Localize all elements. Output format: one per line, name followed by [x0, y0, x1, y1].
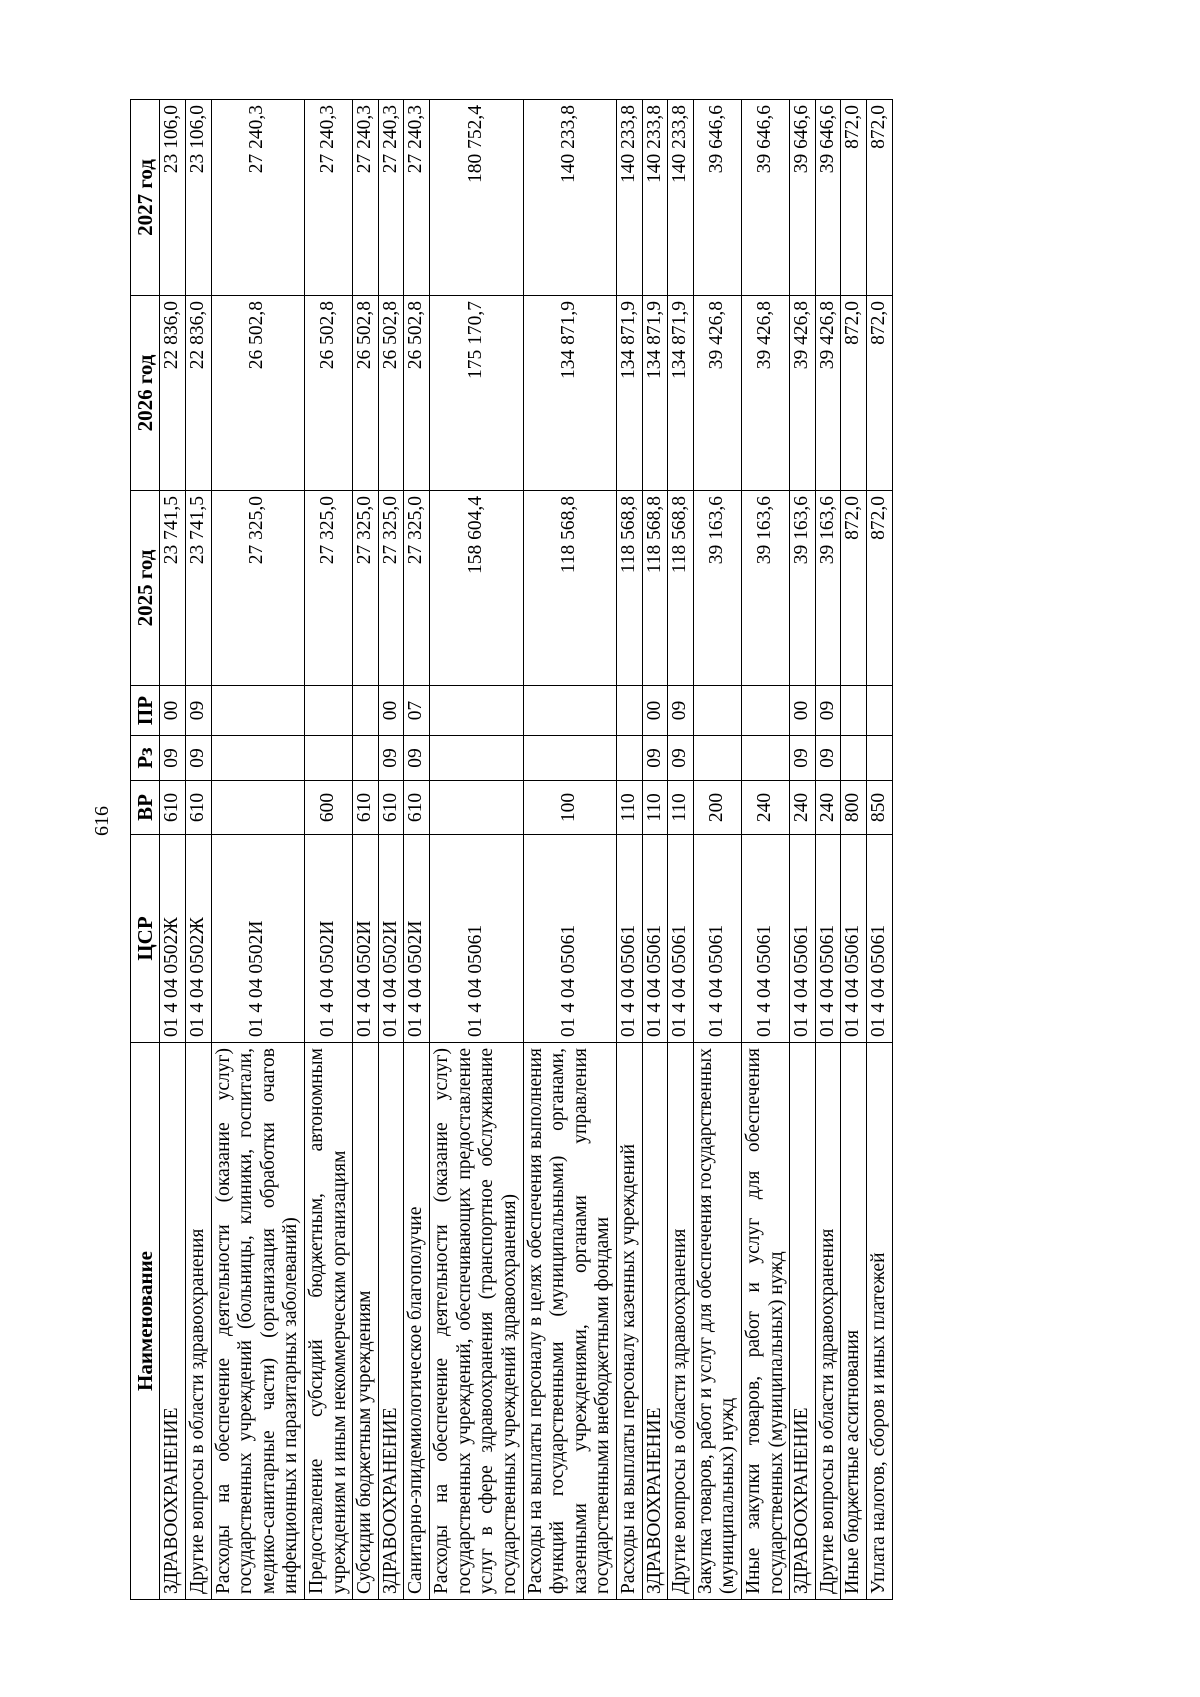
cell-rz: 09: [160, 736, 186, 781]
cell-2025: 23 741,5: [185, 491, 211, 686]
cell-csr: 01 4 04 0502И: [378, 835, 404, 1043]
table-row: [642, 100, 668, 1600]
table-row: [523, 100, 616, 1600]
header-2026: 2026 год: [131, 296, 160, 491]
cell-rz: 09: [815, 736, 841, 781]
cell-name: Уплата налогов, сборов и иных платежей: [867, 1043, 893, 1600]
cell-vr: 110: [668, 781, 694, 835]
cell-2027: 27 240,3: [404, 100, 430, 296]
cell-rz: 09: [790, 736, 816, 781]
cell-vr: [211, 781, 304, 835]
cell-2026: 26 502,8: [404, 296, 430, 491]
cell-vr: 850: [867, 781, 893, 835]
cell-2026: 22 836,0: [160, 296, 186, 491]
cell-vr: 800: [841, 781, 867, 835]
cell-2027: 23 106,0: [185, 100, 211, 296]
cell-2027: 39 646,6: [815, 100, 841, 296]
cell-name: Субсидии бюджетным учреждениям: [353, 1043, 379, 1600]
cell-name: Другие вопросы в области здравоохранения: [815, 1043, 841, 1600]
cell-csr: 01 4 04 0502И: [353, 835, 379, 1043]
cell-csr: 01 4 04 05061: [790, 835, 816, 1043]
cell-pr: 00: [790, 686, 816, 736]
cell-name: ЗДРАВООХРАНЕНИЕ: [160, 1043, 186, 1600]
cell-2026: 26 502,8: [305, 296, 353, 491]
cell-pr: [430, 686, 523, 736]
header-vr: ВР: [131, 781, 160, 835]
table-row: [668, 100, 694, 1600]
cell-vr: 110: [616, 781, 642, 835]
cell-2026: 134 871,9: [668, 296, 694, 491]
cell-2026: 39 426,8: [790, 296, 816, 491]
cell-2025: 118 568,8: [668, 491, 694, 686]
cell-csr: 01 4 04 0502И: [404, 835, 430, 1043]
cell-2025: 27 325,0: [404, 491, 430, 686]
table-row: [305, 100, 353, 1600]
table-row: [160, 100, 186, 1600]
cell-rz: 09: [378, 736, 404, 781]
cell-vr: 610: [185, 781, 211, 835]
budget-table: [130, 99, 893, 1600]
cell-2027: 39 646,6: [790, 100, 816, 296]
cell-2025: 27 325,0: [353, 491, 379, 686]
cell-pr: [305, 686, 353, 736]
cell-pr: 00: [160, 686, 186, 736]
cell-vr: 240: [790, 781, 816, 835]
cell-2026: 175 170,7: [430, 296, 523, 491]
cell-pr: 07: [404, 686, 430, 736]
cell-2027: 39 646,6: [693, 100, 741, 296]
cell-name: Расходы на выплаты персоналу в целях обеспечения выполнения функций государственными (муниципальными) органами, казенными учреждениями, органами управления государственными внебюджетными фондами: [523, 1043, 616, 1600]
cell-2027: 140 233,8: [642, 100, 668, 296]
cell-2025: 39 163,6: [790, 491, 816, 686]
cell-pr: [841, 686, 867, 736]
cell-csr: 01 4 04 05061: [616, 835, 642, 1043]
cell-2026: 39 426,8: [741, 296, 789, 491]
header-2027: 2027 год: [131, 100, 160, 296]
cell-pr: 09: [815, 686, 841, 736]
cell-2026: 39 426,8: [815, 296, 841, 491]
cell-2025: 27 325,0: [211, 491, 304, 686]
cell-2026: 39 426,8: [693, 296, 741, 491]
cell-csr: 01 4 04 05061: [693, 835, 741, 1043]
cell-vr: 200: [693, 781, 741, 835]
cell-name: Расходы на обеспечение деятельности (оказание услуг) государственных учреждений, обеспечивающих предоставление услуг в сфере здравоохранения (транспортное обслуживание государственных учреждений здравоохранения): [430, 1043, 523, 1600]
cell-vr: 600: [305, 781, 353, 835]
cell-rz: 09: [668, 736, 694, 781]
cell-2027: 140 233,8: [616, 100, 642, 296]
table-row: [353, 100, 379, 1600]
cell-csr: 01 4 04 05061: [741, 835, 789, 1043]
cell-pr: [211, 686, 304, 736]
cell-csr: 01 4 04 05061: [642, 835, 668, 1043]
header-pr: ПР: [131, 686, 160, 736]
cell-csr: 01 4 04 0502И: [211, 835, 304, 1043]
cell-name: ЗДРАВООХРАНЕНИЕ: [378, 1043, 404, 1600]
cell-rz: [430, 736, 523, 781]
cell-pr: [353, 686, 379, 736]
cell-vr: 610: [378, 781, 404, 835]
cell-2025: 27 325,0: [378, 491, 404, 686]
cell-name: Другие вопросы в области здравоохранения: [185, 1043, 211, 1600]
cell-pr: [523, 686, 616, 736]
cell-rz: [741, 736, 789, 781]
cell-csr: 01 4 04 0502И: [305, 835, 353, 1043]
cell-2027: 872,0: [841, 100, 867, 296]
cell-vr: 610: [353, 781, 379, 835]
cell-2026: 134 871,9: [523, 296, 616, 491]
table-row: [867, 100, 893, 1600]
cell-name: Расходы на выплаты персоналу казенных учреждений: [616, 1043, 642, 1600]
cell-2027: 180 752,4: [430, 100, 523, 296]
cell-2026: 26 502,8: [378, 296, 404, 491]
table-row: [693, 100, 741, 1600]
cell-vr: 240: [815, 781, 841, 835]
cell-vr: 610: [404, 781, 430, 835]
cell-name: Другие вопросы в области здравоохранения: [668, 1043, 694, 1600]
header-csr: ЦСР: [131, 835, 160, 1043]
cell-pr: 09: [668, 686, 694, 736]
cell-2026: 872,0: [841, 296, 867, 491]
cell-2025: 118 568,8: [642, 491, 668, 686]
cell-rz: [211, 736, 304, 781]
cell-name: ЗДРАВООХРАНЕНИЕ: [790, 1043, 816, 1600]
cell-rz: 09: [185, 736, 211, 781]
cell-vr: 110: [642, 781, 668, 835]
cell-2025: 23 741,5: [160, 491, 186, 686]
cell-vr: 610: [160, 781, 186, 835]
cell-csr: 01 4 04 0502Ж: [185, 835, 211, 1043]
cell-2027: 27 240,3: [211, 100, 304, 296]
cell-rz: [841, 736, 867, 781]
cell-2027: 872,0: [867, 100, 893, 296]
header-rz: Рз: [131, 736, 160, 781]
cell-2025: 27 325,0: [305, 491, 353, 686]
cell-rz: [353, 736, 379, 781]
cell-rz: [616, 736, 642, 781]
cell-2025: 872,0: [841, 491, 867, 686]
cell-2027: 39 646,6: [741, 100, 789, 296]
cell-csr: 01 4 04 05061: [841, 835, 867, 1043]
cell-name: ЗДРАВООХРАНЕНИЕ: [642, 1043, 668, 1600]
cell-rz: [867, 736, 893, 781]
table-row: [430, 100, 523, 1600]
cell-pr: 09: [185, 686, 211, 736]
cell-csr: 01 4 04 05061: [815, 835, 841, 1043]
cell-2026: 872,0: [867, 296, 893, 491]
cell-rz: [305, 736, 353, 781]
cell-pr: [693, 686, 741, 736]
cell-vr: 100: [523, 781, 616, 835]
cell-rz: 09: [404, 736, 430, 781]
cell-vr: [430, 781, 523, 835]
table-row: [841, 100, 867, 1600]
cell-pr: [867, 686, 893, 736]
cell-2027: 27 240,3: [353, 100, 379, 296]
cell-2026: 134 871,9: [616, 296, 642, 491]
cell-2025: 118 568,8: [616, 491, 642, 686]
table-body: [160, 100, 892, 1600]
table-row: [616, 100, 642, 1600]
cell-2025: 39 163,6: [815, 491, 841, 686]
table-row: [741, 100, 789, 1600]
cell-csr: 01 4 04 05061: [867, 835, 893, 1043]
table-row: [211, 100, 304, 1600]
cell-name: Расходы на обеспечение деятельности (оказание услуг) государственных учреждений (больницы, клиники, госпитали, медико-санитарные части) (организация обработки очагов инфекционных и паразитарных заболеваний): [211, 1043, 304, 1600]
cell-name: Закупка товаров, работ и услуг для обеспечения государственных (муниципальных) нужд: [693, 1043, 741, 1600]
cell-csr: 01 4 04 05061: [430, 835, 523, 1043]
cell-2027: 27 240,3: [305, 100, 353, 296]
cell-csr: 01 4 04 0502Ж: [160, 835, 186, 1043]
cell-2027: 27 240,3: [378, 100, 404, 296]
cell-csr: 01 4 04 05061: [668, 835, 694, 1043]
table-row: [378, 100, 404, 1600]
rotated-table-frame: [130, 100, 1085, 1600]
table-header-row: [131, 100, 160, 1600]
table-row: [815, 100, 841, 1600]
table-row: [790, 100, 816, 1600]
page-number: 616: [91, 806, 113, 836]
cell-2025: 158 604,4: [430, 491, 523, 686]
cell-vr: 240: [741, 781, 789, 835]
cell-2027: 140 233,8: [668, 100, 694, 296]
cell-2026: 22 836,0: [185, 296, 211, 491]
cell-2027: 140 233,8: [523, 100, 616, 296]
cell-rz: [693, 736, 741, 781]
cell-2026: 26 502,8: [211, 296, 304, 491]
cell-name: Санитарно-эпидемиологическое благополучие: [404, 1043, 430, 1600]
cell-name: Предоставление субсидий бюджетным, автономным учреждениям и иным некоммерческим организациям: [305, 1043, 353, 1600]
cell-name: Иные закупки товаров, работ и услуг для обеспечения государственных (муниципальных) нужд: [741, 1043, 789, 1600]
cell-rz: 09: [642, 736, 668, 781]
cell-2025: 872,0: [867, 491, 893, 686]
cell-name: Иные бюджетные ассигнования: [841, 1043, 867, 1600]
cell-2025: 118 568,8: [523, 491, 616, 686]
cell-csr: 01 4 04 05061: [523, 835, 616, 1043]
cell-pr: [741, 686, 789, 736]
cell-2026: 26 502,8: [353, 296, 379, 491]
cell-pr: 00: [378, 686, 404, 736]
cell-pr: [616, 686, 642, 736]
cell-2025: 39 163,6: [693, 491, 741, 686]
header-2025: 2025 год: [131, 491, 160, 686]
cell-2026: 134 871,9: [642, 296, 668, 491]
table-row: [404, 100, 430, 1600]
table-row: [185, 100, 211, 1600]
cell-rz: [523, 736, 616, 781]
header-name: Наименование: [131, 1043, 160, 1600]
cell-2027: 23 106,0: [160, 100, 186, 296]
cell-2025: 39 163,6: [741, 491, 789, 686]
cell-pr: 00: [642, 686, 668, 736]
